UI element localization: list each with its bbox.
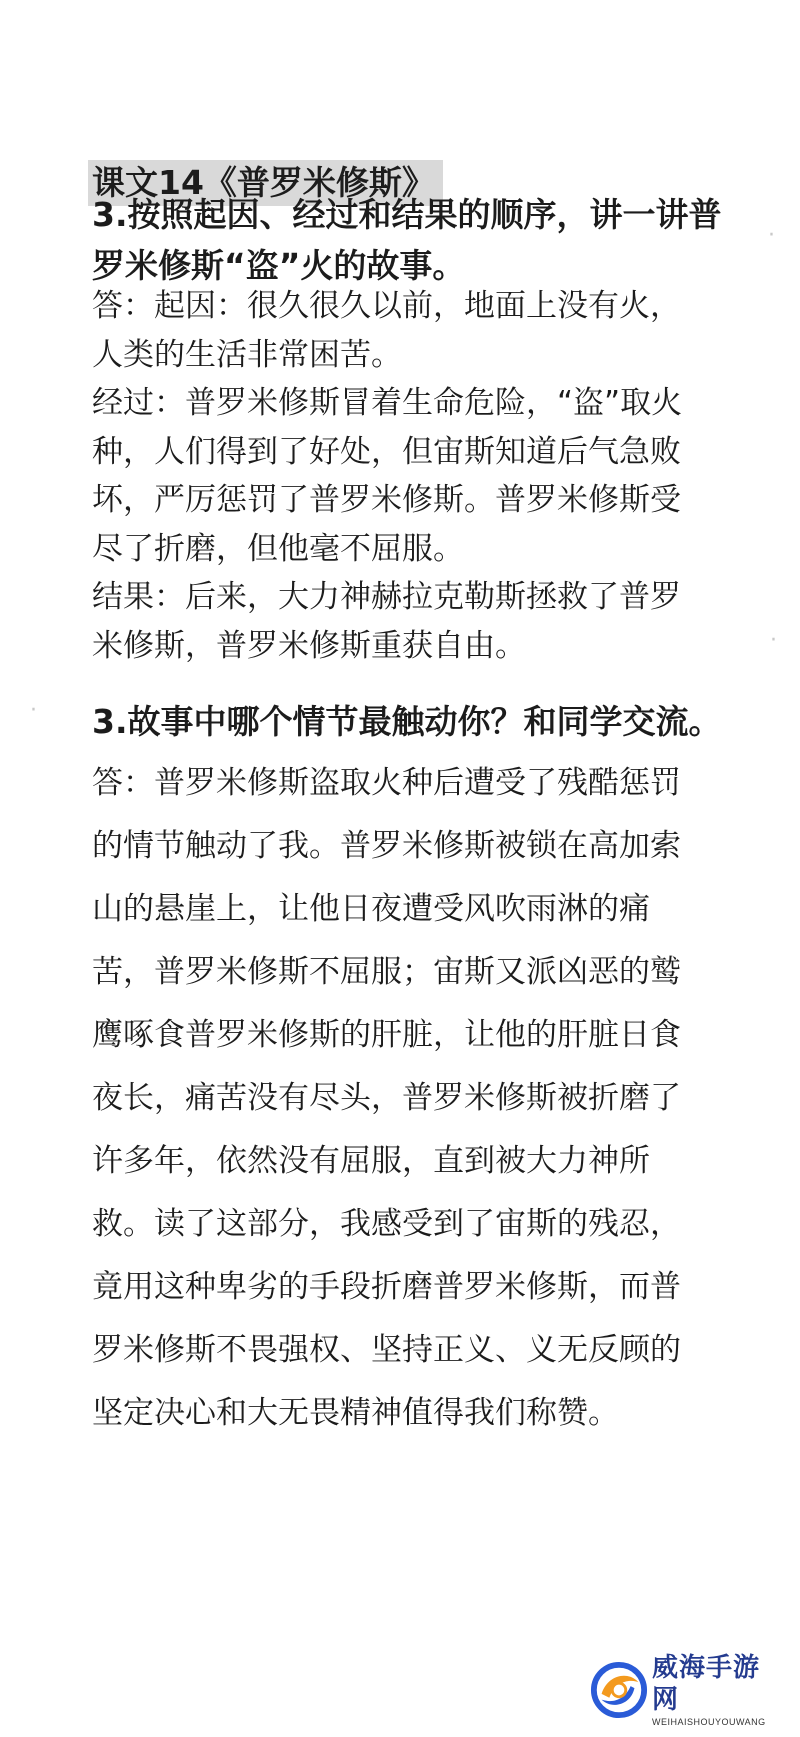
answer-2-line-5: 鹰啄食普罗米修斯的肝脏，让他的肝脏日食 [92, 1017, 681, 1053]
question-1-line-2: 罗米修斯“盗”火的故事。 [92, 246, 466, 285]
lesson-title: 课文14《普罗米修斯》 [88, 160, 443, 206]
answer-2-line-7: 许多年，依然没有屈服，直到被大力神所 [92, 1143, 650, 1179]
answer-1-line-8: 米修斯，普罗米修斯重获自由。 [92, 628, 526, 664]
answer-2-line-6: 夜长，痛苦没有尽头，普罗米修斯被折磨了 [92, 1080, 681, 1116]
answer-2-line-8: 救。读了这部分，我感受到了宙斯的残忍， [92, 1206, 681, 1242]
answer-1-line-2: 人类的生活非常困苦。 [92, 337, 402, 373]
answer-2-line-3: 山的悬崖上，让他日夜遭受风吹雨淋的痛 [92, 891, 650, 927]
site-logo-icon [590, 1661, 648, 1719]
answer-1-line-6: 尽了折磨，但他毫不屈服。 [92, 531, 464, 567]
site-watermark [590, 1653, 786, 1727]
answer-1-line-7: 结果：后来，大力神赫拉克勒斯拯救了普罗 [92, 579, 681, 615]
scan-artifact: · [30, 698, 37, 723]
answer-1-line-3: 经过：普罗米修斯冒着生命危险，“盗”取火 [92, 385, 683, 421]
question-1-line-1: 3.按照起因、经过和结果的顺序，讲一讲普 [92, 195, 722, 234]
answer-2-line-11: 坚定决心和大无畏精神值得我们称赞。 [92, 1395, 619, 1431]
answer-2-line-4: 苦，普罗米修斯不屈服；宙斯又派凶恶的鹫 [92, 954, 681, 990]
watermark-name: 威海手游网 [652, 1653, 761, 1715]
answer-2-line-2: 的情节触动了我。普罗米修斯被锁在高加索 [92, 828, 681, 864]
answer-1-line-1: 答：起因：很久很久以前，地面上没有火， [92, 288, 681, 324]
answer-1-line-5: 坏，严厉惩罚了普罗米修斯。普罗米修斯受 [92, 482, 681, 518]
answer-2-line-9: 竟用这种卑劣的手段折磨普罗米修斯，而普 [92, 1269, 681, 1305]
answer-2-line-1: 答：普罗米修斯盗取火种后遭受了残酷惩罚 [92, 765, 681, 801]
watermark-name-pinyin: WEIHAISHOUYOUWANG [652, 1717, 766, 1727]
answer-2-line-10: 罗米修斯不畏强权、坚持正义、义无反顾的 [92, 1332, 681, 1368]
answer-1-line-4: 种，人们得到了好处，但宙斯知道后气急败 [92, 434, 681, 470]
question-2: 3.故事中哪个情节最触动你？和同学交流。 [92, 702, 722, 741]
scan-artifact: · [768, 223, 775, 248]
scan-artifact: · [770, 628, 777, 653]
